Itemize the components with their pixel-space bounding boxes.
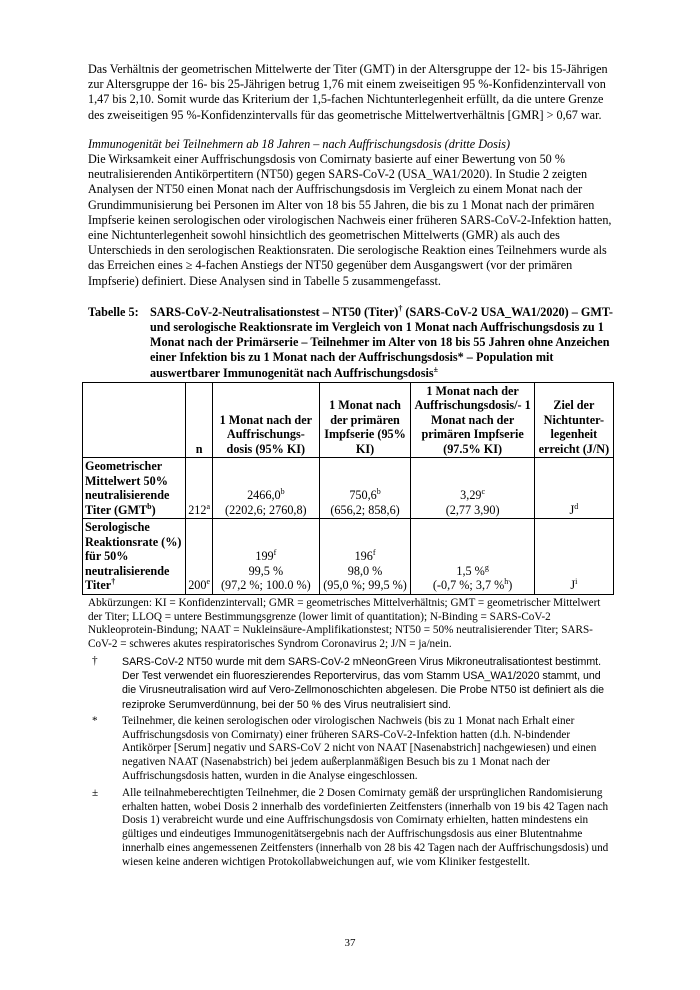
table-header-row	[83, 382, 614, 458]
footnote-text: Alle teilnahmeberechtigten Teilnehmer, die 2 Dosen Comirnaty gemäß der ursprünglichen Randomisierung erhalten hatten, wobei Dosis 2 innerhalb des vordefinierten Zeitfensters (innerhalb von 19 bis 42 Tagen nach Dosis 1) verabreicht wurde und eine Auffrischungsdosis von Comirnaty erhielten, hatten mindestens ein gültiges und eindeutiges Immunogenitätsergebnis nach der Auffrischungsdosis aus einer Blutentnahme innerhalb eines angemessenen Zeitfensters (innerhalb von 28 bis 42 Tagen nach der Auffrischungsdosis) und wiesen keine anderen wichtigen Protokollabweichungen auf, wie vom Kliniker festgestellt.	[122, 786, 609, 868]
header-n: n	[186, 382, 213, 458]
table-row-seroresponse	[83, 519, 614, 595]
abbreviations-note: Abkürzungen: KI = Konfidenzintervall; GMR = geometrisches Mittelverhältnis; GMT = geometrischer Mittelwert der Titer; LLOQ = untere Bestimmungsgrenze (lower limit of quantitation); N-Binding = SARS-CoV-2 Nukleoprotein-Bindung; NAAT = Nukleinsäure-Amplifikationstest; NT50 = 50% neutralisierender Titer; SARS-CoV-2 = schweres akutes respiratorisches Syndrom Coronavirus 2; J/N = ja/nein.	[88, 596, 601, 651]
header-booster: 1 Monat nach der Auffrischungs-dosis (95% KI)	[213, 382, 320, 458]
section-subheading: Immunogenität bei Teilnehmern ab 18 Jahren – nach Auffrischungsdosis (dritte Dosis)	[88, 136, 511, 151]
cell-booster-seroresponse: 199$^f$ 99,5 % (97,2 %; 100.0 %)	[213, 519, 320, 595]
cell-noninferiority-gmt: $J^d$	[534, 458, 613, 519]
footnote-text: Teilnehmer, die keinen serologischen oder virologischen Nachweis (bis zu 1 Monat nach Erhalt einer Auffrischungsdosis von Comirnaty) einer früheren SARS-CoV-2-Infektion hatten (d.h. N-bindender Antikörper [Serum] negativ und SARS-CoV 2 nicht von NAAT [Nasenabstrich] nachgewiesen) und einen negativen NAAT (Nasenabstrich) bei jedem außerplanmäßigen Besuch bis zu 1 Monat nach der Auffrischungsdosis hatten, wurden in die Analyse eingeschlossen.	[122, 714, 597, 783]
cell-primary-seroresponse: 196$^f$ 98,0 % (95,0 %; 99,5 %)	[319, 519, 411, 595]
cell-n-gmt: 212$^a$	[186, 458, 213, 519]
footnote-symbol: †	[92, 655, 98, 668]
header-empty	[83, 382, 186, 458]
document-page	[85, 62, 616, 870]
table-caption	[88, 305, 616, 381]
cell-booster-gmt: 2466,0$^b$ (2202,6; 2760,8)	[213, 458, 320, 519]
row-label-gmt: Geometrischer Mittelwert 50% neutralisierende Titer (GMT$^b$)	[83, 458, 186, 519]
row-label-seroresponse: Serologische Reaktionsrate (%) für 50% neutralisierende Titer†	[83, 519, 186, 595]
intro-paragraph: Das Verhältnis der geometrischen Mittelwerte der Titer (GMT) in der Altersgruppe der 12- bis 15-Jährigen zur Altersgruppe der 16- bis 25-Jährigen betrug 1,76 mit einem zweiseitigen 95 %-Konfidenzintervall von 1,47 bis 2,10. Somit wurde das Kriterium der 1,5-fachen Nichtunterlegenheit erfüllt, da die untere Grenze des zweiseitigen 95 %-Konfidenzintervalls für das geometrische Mittelwertverhältnis [GMR] > 0,67 war.	[88, 62, 608, 122]
cell-primary-gmt: 750,6$^b$ (656,2; 858,6)	[319, 458, 411, 519]
cell-n-seroresponse: 200e	[186, 519, 213, 595]
footnote-asterisk	[88, 715, 616, 784]
header-ratio: 1 Monat nach der Auffrischungsdosis/- 1 Monat nach der primären Impfserie (97.5% KI)	[411, 382, 534, 458]
footnote-plusminus	[88, 787, 616, 870]
cell-ratio-seroresponse: 1,5 %$^g$ (-0,7 %; 3,7 %$^h$)	[411, 519, 534, 595]
booster-paragraph: Die Wirksamkeit einer Auffrischungsdosis von Comirnaty basierte auf einer Bewertung von 50 % neutralisierenden Antikörpertitern (NT50) gegen SARS-CoV-2 (USA_WA1/2020). In Studie 2 zeigten Analysen der NT50 einen Monat nach der Auffrischungsdosis im Vergleich zu einem Monat nach der Grundimmunisierung bei Personen im Alter von 18 bis 55 Jahren, die bis zu 1 Monat nach der primären Impfserie keinen serologischen oder virologischen Nachweis einer früheren SARS-CoV-2-Infektion hatten, eine Nichtunterlegenheit sowohl hinsichtlich des geometrischen Mittelwerts (GMR) als auch des Unterschieds in den serologischen Reaktionsraten. Die serologische Reaktion eines Teilnehmers wurde als das Erreichen eines ≥ 4-fachen Anstiegs der NT50 gegenüber dem Ausgangswert (vor der primären Impfserie) definiert. Diese Analysen sind in Tabelle 5 zusammengefasst.	[88, 152, 612, 288]
table-label: Tabelle 5:	[88, 304, 139, 319]
table-row-gmt	[83, 458, 614, 519]
results-table	[82, 382, 614, 595]
footnote-symbol: ±	[92, 786, 99, 799]
cell-ratio-gmt: 3,29$^c$ (2,77 3,90)	[411, 458, 534, 519]
header-primary: 1 Monat nach der primären Impfserie (95% KI)	[319, 382, 411, 458]
footnote-text: SARS-CoV-2 NT50 wurde mit dem SARS-CoV-2 mNeonGreen Virus Mikroneutralisationtest bestimmt. Der Test verwendet ein fluoreszierendes Reportervirus, das vom Stamm USA_WA1/2020 stammt, und die Virusneutralisation wird auf Vero-Zellmonoschichten abgelesen. Die Probe NT50 ist definiert als die reziproke Serumverdünnung, bei der 50 % des Virus neutralisiert sind.	[122, 656, 605, 711]
page-number: 37	[344, 937, 356, 949]
footnote-dagger	[88, 655, 616, 712]
footnote-symbol: *	[92, 714, 98, 727]
cell-noninferiority-seroresponse: $J^i$	[534, 519, 613, 595]
header-noninferiority: Ziel der Nichtunter-legenheit erreicht (J/N)	[534, 382, 613, 458]
table-title: SARS-CoV-2-Neutralisationstest – NT50 (Titer)† (SARS-CoV-2 USA_WA1/2020) – GMT- und serologische Reaktionsrate im Vergleich von 1 Monat nach Auffrischungsdosis zu 1 Monat nach der Primärserie – Teilnehmer im Alter von 18 bis 55 Jahren ohne Anzeichen einer Infektion bis zu 1 Monat nach der Auffrischungsdosis* – Population mit auswertbarer Immunogenität nach Auffrischungsdosis±	[150, 303, 613, 380]
